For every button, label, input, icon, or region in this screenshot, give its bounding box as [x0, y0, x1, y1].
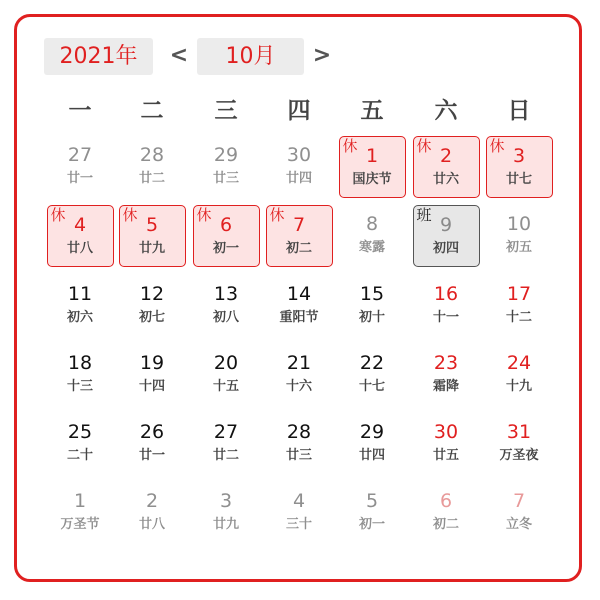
day-cell[interactable] — [413, 344, 480, 406]
day-number: 28 — [139, 144, 165, 166]
day-number: 19 — [139, 352, 165, 374]
lunar-date: 廿四 — [358, 448, 385, 463]
lunar-date: 十五 — [212, 379, 239, 394]
lunar-date: 初四 — [432, 241, 459, 256]
lunar-date: 十二 — [505, 310, 532, 325]
rest-day-tag: 休 — [416, 137, 432, 155]
lunar-date: 初六 — [66, 310, 93, 325]
day-cell[interactable] — [193, 344, 260, 406]
lunar-date: 初七 — [138, 310, 165, 325]
day-number: 29 — [359, 421, 385, 443]
day-number: 30 — [433, 421, 459, 443]
lunar-date: 廿一 — [138, 448, 165, 463]
day-number: 31 — [506, 421, 532, 443]
weekday-label: 三 — [214, 98, 238, 124]
day-cell[interactable] — [486, 136, 553, 198]
next-month-button[interactable]: > — [312, 43, 332, 68]
lunar-date: 廿九 — [138, 241, 165, 256]
day-number: 27 — [213, 421, 239, 443]
day-cell[interactable] — [119, 482, 186, 544]
day-cell[interactable] — [47, 413, 114, 475]
weekday-label: 日 — [507, 98, 531, 124]
lunar-date: 初二 — [432, 517, 459, 532]
rest-day-tag: 休 — [50, 206, 66, 224]
day-cell[interactable] — [47, 344, 114, 406]
lunar-date: 初八 — [212, 310, 239, 325]
day-number: 20 — [213, 352, 239, 374]
day-cell[interactable] — [339, 136, 406, 198]
day-cell[interactable] — [486, 275, 553, 337]
weekday-label: 五 — [360, 98, 384, 124]
lunar-date: 霜降 — [432, 379, 459, 394]
day-number: 28 — [286, 421, 312, 443]
day-number: 9 — [439, 214, 453, 236]
day-cell[interactable] — [339, 482, 406, 544]
day-cell[interactable] — [486, 344, 553, 406]
lunar-date: 初一 — [212, 241, 239, 256]
lunar-date: 初五 — [505, 240, 532, 255]
day-cell[interactable] — [119, 344, 186, 406]
work-day-tag: 班 — [416, 206, 432, 224]
lunar-date: 廿六 — [432, 172, 459, 187]
weekday-label: 四 — [287, 98, 311, 124]
day-number: 24 — [506, 352, 532, 374]
day-number: 18 — [67, 352, 93, 374]
day-cell[interactable] — [413, 136, 480, 198]
day-number: 29 — [213, 144, 239, 166]
lunar-date: 廿二 — [212, 448, 239, 463]
day-cell[interactable] — [339, 205, 406, 267]
day-number: 3 — [512, 145, 526, 167]
day-cell[interactable] — [413, 413, 480, 475]
lunar-date: 十一 — [432, 310, 459, 325]
day-cell[interactable] — [119, 275, 186, 337]
lunar-date: 寒露 — [358, 240, 385, 255]
day-number: 16 — [433, 283, 459, 305]
day-number: 6 — [219, 214, 233, 236]
day-cell[interactable] — [339, 344, 406, 406]
day-number: 7 — [512, 490, 526, 512]
day-number: 8 — [365, 213, 379, 235]
day-number: 23 — [433, 352, 459, 374]
day-cell[interactable] — [193, 413, 260, 475]
day-cell[interactable] — [486, 413, 553, 475]
day-number: 2 — [439, 145, 453, 167]
weekday-label: 六 — [434, 98, 458, 124]
day-cell[interactable] — [266, 275, 333, 337]
lunar-date: 十七 — [358, 379, 385, 394]
lunar-date: 廿八 — [138, 517, 165, 532]
lunar-date: 重阳节 — [279, 310, 319, 325]
day-cell[interactable] — [193, 205, 260, 267]
year-selector[interactable]: 2021年 — [44, 38, 153, 75]
lunar-date: 初二 — [285, 241, 312, 256]
lunar-date: 廿三 — [212, 171, 239, 186]
day-cell[interactable] — [266, 482, 333, 544]
day-cell[interactable] — [47, 136, 114, 198]
day-cell[interactable] — [193, 275, 260, 337]
day-number: 5 — [145, 214, 159, 236]
day-number: 14 — [286, 283, 312, 305]
day-number: 1 — [73, 490, 87, 512]
day-cell[interactable] — [339, 413, 406, 475]
lunar-date: 廿八 — [66, 241, 93, 256]
day-number: 6 — [439, 490, 453, 512]
rest-day-tag: 休 — [489, 137, 505, 155]
lunar-date: 十三 — [66, 379, 93, 394]
day-cell[interactable] — [413, 482, 480, 544]
lunar-date: 廿九 — [212, 517, 239, 532]
day-cell[interactable] — [266, 413, 333, 475]
day-cell[interactable] — [119, 413, 186, 475]
day-number: 4 — [292, 490, 306, 512]
day-cell[interactable] — [47, 205, 114, 267]
day-number: 2 — [145, 490, 159, 512]
day-cell[interactable] — [486, 205, 553, 267]
day-cell[interactable] — [47, 482, 114, 544]
day-number: 27 — [67, 144, 93, 166]
lunar-date: 三十 — [285, 517, 312, 532]
lunar-date: 初一 — [358, 517, 385, 532]
day-number: 4 — [73, 214, 87, 236]
day-number: 17 — [506, 283, 532, 305]
rest-day-tag: 休 — [196, 206, 212, 224]
weekday-label: 一 — [68, 98, 92, 124]
lunar-date: 二十 — [66, 448, 93, 463]
day-number: 22 — [359, 352, 385, 374]
day-cell[interactable] — [486, 482, 553, 544]
month-selector[interactable]: 10月 — [197, 38, 304, 75]
day-number: 7 — [292, 214, 306, 236]
day-number: 30 — [286, 144, 312, 166]
day-cell[interactable] — [413, 205, 480, 267]
lunar-date: 万圣节 — [60, 517, 100, 532]
day-cell[interactable] — [119, 205, 186, 267]
day-number: 15 — [359, 283, 385, 305]
lunar-date: 十六 — [285, 379, 312, 394]
day-number: 3 — [219, 490, 233, 512]
day-number: 26 — [139, 421, 165, 443]
day-number: 1 — [365, 145, 379, 167]
lunar-date: 万圣夜 — [499, 448, 539, 463]
day-cell[interactable] — [119, 136, 186, 198]
day-number: 21 — [286, 352, 312, 374]
lunar-date: 立冬 — [505, 517, 532, 532]
day-cell[interactable] — [266, 136, 333, 198]
day-number: 11 — [67, 283, 93, 305]
day-cell[interactable] — [193, 482, 260, 544]
day-number: 25 — [67, 421, 93, 443]
lunar-date: 国庆节 — [352, 172, 392, 187]
day-cell[interactable] — [47, 275, 114, 337]
prev-month-button[interactable]: < — [169, 43, 189, 68]
day-number: 5 — [365, 490, 379, 512]
day-number: 13 — [213, 283, 239, 305]
day-cell[interactable] — [413, 275, 480, 337]
lunar-date: 廿四 — [285, 171, 312, 186]
lunar-date: 十九 — [505, 379, 532, 394]
day-number: 12 — [139, 283, 165, 305]
day-cell[interactable] — [339, 275, 406, 337]
lunar-date: 廿七 — [505, 172, 532, 187]
day-cell[interactable] — [266, 344, 333, 406]
lunar-date: 廿二 — [138, 171, 165, 186]
rest-day-tag: 休 — [122, 206, 138, 224]
weekday-label: 二 — [140, 98, 164, 124]
rest-day-tag: 休 — [342, 137, 358, 155]
lunar-date: 初十 — [358, 310, 385, 325]
lunar-date: 廿五 — [432, 448, 459, 463]
lunar-date: 廿三 — [285, 448, 312, 463]
lunar-date: 廿一 — [66, 171, 93, 186]
lunar-date: 十四 — [138, 379, 165, 394]
day-cell[interactable] — [266, 205, 333, 267]
day-cell[interactable] — [193, 136, 260, 198]
rest-day-tag: 休 — [269, 206, 285, 224]
day-number: 10 — [506, 213, 532, 235]
